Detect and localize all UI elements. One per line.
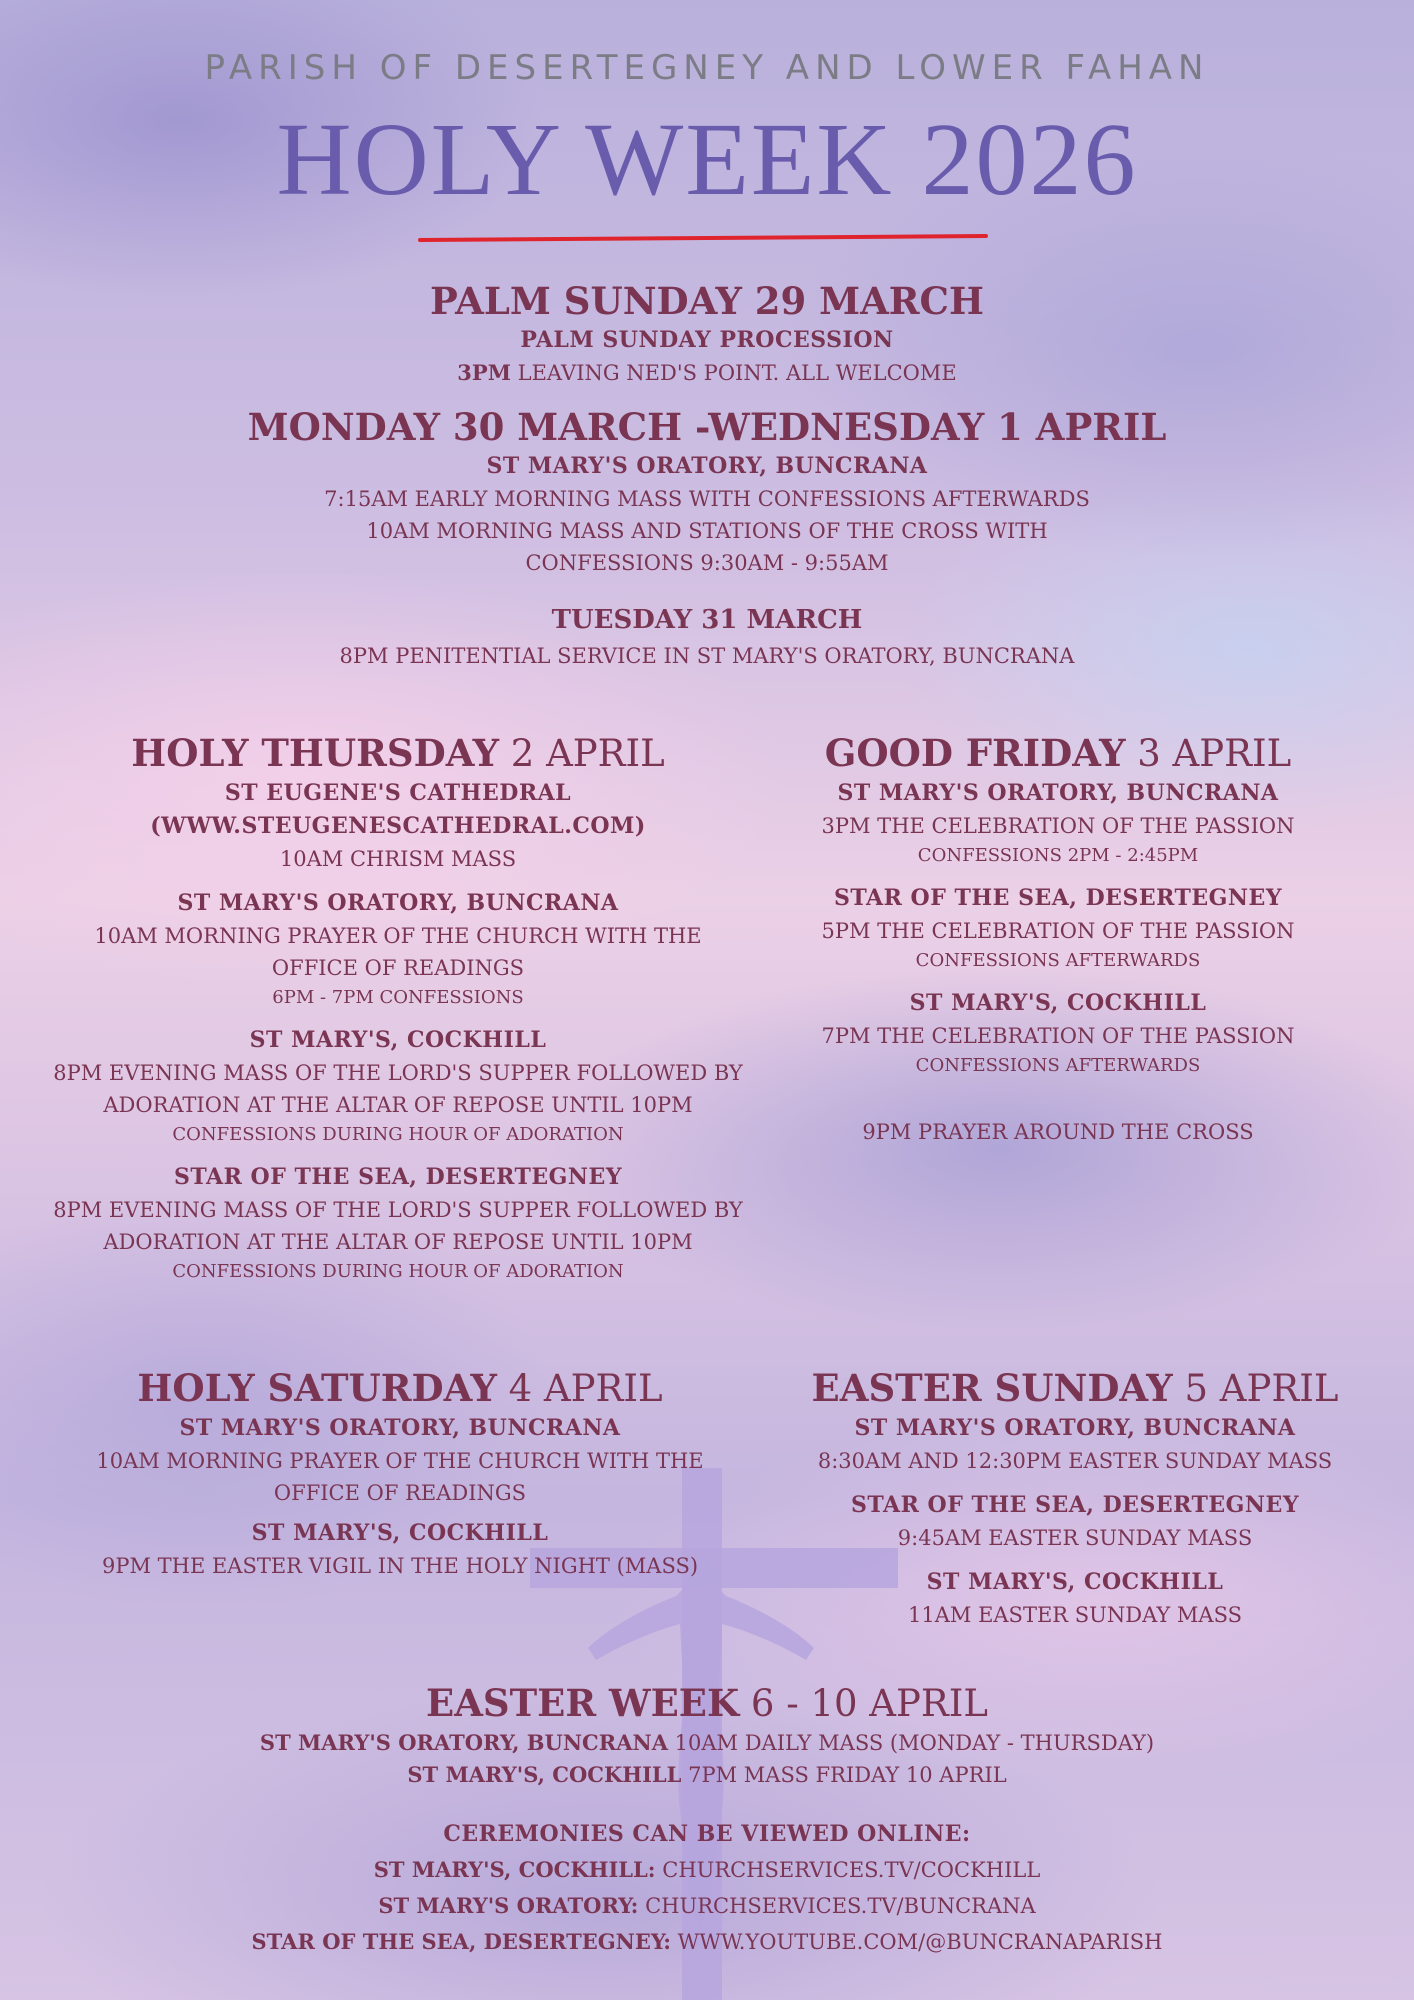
service-line: 5PM THE CELEBRATION OF THE PASSION bbox=[821, 919, 1295, 943]
venue-label: STAR OF THE SEA, DESERTEGNEY bbox=[850, 1492, 1300, 1518]
service-line: ADORATION AT THE ALTAR OF REPOSE UNTIL 10PM bbox=[103, 1093, 693, 1117]
holy-saturday-section bbox=[50, 1365, 750, 1582]
confessions-line: CONFESSIONS AFTERWARDS bbox=[915, 950, 1201, 971]
good-friday-heading: GOOD FRIDAY 3 APRIL bbox=[824, 731, 1292, 775]
tuesday-heading: TUESDAY 31 MARCH bbox=[551, 605, 863, 635]
easter-week-heading: EASTER WEEK 6 - 10 APRIL bbox=[426, 1681, 988, 1725]
venue-label: ST MARY'S ORATORY, BUNCRANA bbox=[177, 890, 619, 916]
palm-sunday-detail: 3PM LEAVING NED'S POINT. ALL WELCOME bbox=[457, 360, 957, 385]
venue-label: ST MARY'S ORATORY, BUNCRANA bbox=[837, 780, 1279, 806]
service-line: ADORATION AT THE ALTAR OF REPOSE UNTIL 10PM bbox=[103, 1230, 693, 1254]
monday-wednesday-section bbox=[0, 404, 1414, 579]
palm-sunday-heading: PALM SUNDAY 29 MARCH bbox=[430, 279, 984, 323]
easter-week-section bbox=[0, 1680, 1414, 1791]
service-line: 3PM THE CELEBRATION OF THE PASSION bbox=[821, 814, 1295, 838]
venue-label: ST MARY'S ORATORY, BUNCRANA bbox=[854, 1415, 1296, 1441]
service-line: OFFICE OF READINGS bbox=[271, 956, 525, 980]
tuesday-section bbox=[0, 600, 1414, 672]
service-line: 9PM THE EASTER VIGIL IN THE HOLY NIGHT (MASS) bbox=[101, 1554, 699, 1578]
service-line: 9:45AM EASTER SUNDAY MASS bbox=[897, 1526, 1253, 1550]
service-line: 8PM EVENING MASS OF THE LORD'S SUPPER FOLLOWED BY bbox=[53, 1198, 743, 1222]
venue-label: ST MARY'S, COCKHILL bbox=[909, 990, 1207, 1016]
tuesday-line1: 8PM PENITENTIAL SERVICE IN ST MARY'S ORATORY, BUNCRANA bbox=[339, 644, 1075, 668]
cathedral-website: (WWW.STEUGENESCATHEDRAL.COM) bbox=[150, 813, 646, 839]
service-line: 10AM MORNING PRAYER OF THE CHURCH WITH THE bbox=[96, 1449, 704, 1473]
online-line-cockhill: ST MARY'S, COCKHILL: CHURCHSERVICES.TV/COCKHILL bbox=[373, 1857, 1041, 1882]
palm-sunday-section bbox=[0, 278, 1414, 389]
service-line: 7PM THE CELEBRATION OF THE PASSION bbox=[821, 1024, 1295, 1048]
venue-label: STAR OF THE SEA, DESERTEGNEY bbox=[173, 1164, 623, 1190]
holy-saturday-heading: HOLY SATURDAY 4 APRIL bbox=[137, 1366, 663, 1410]
prayer-around-cross-line: 9PM PRAYER AROUND THE CROSS bbox=[862, 1120, 1254, 1144]
service-line: 10AM MORNING PRAYER OF THE CHURCH WITH THE bbox=[94, 924, 702, 948]
buncrana-link[interactable]: CHURCHSERVICES.TV/BUNCRANA bbox=[638, 1894, 1036, 1918]
confessions-line: CONFESSIONS DURING HOUR OF ADORATION bbox=[172, 1124, 624, 1145]
good-friday-section bbox=[778, 730, 1338, 1148]
online-line-oratory: ST MARY'S ORATORY: CHURCHSERVICES.TV/BUNCRANA bbox=[378, 1893, 1036, 1918]
monday-wednesday-line2: 10AM MORNING MASS AND STATIONS OF THE CROSS WITH bbox=[366, 519, 1048, 543]
parish-name: PARISH OF DESERTEGNEY AND LOWER FAHAN bbox=[204, 48, 1210, 88]
venue-label: ST MARY'S, COCKHILL bbox=[926, 1569, 1224, 1595]
easter-sunday-heading: EASTER SUNDAY 5 APRIL bbox=[811, 1366, 1339, 1410]
confessions-line: CONFESSIONS 2PM - 2:45PM bbox=[917, 845, 1199, 866]
service-line: 11AM EASTER SUNDAY MASS bbox=[908, 1603, 1242, 1627]
confessions-line: 6PM - 7PM CONFESSIONS bbox=[272, 987, 524, 1008]
monday-wednesday-heading: MONDAY 30 MARCH -WEDNESDAY 1 APRIL bbox=[247, 405, 1167, 449]
cockhill-link[interactable]: CHURCHSERVICES.TV/COCKHILL bbox=[655, 1858, 1041, 1882]
easter-week-line2: ST MARY'S, COCKHILL 7PM MASS FRIDAY 10 APRIL bbox=[407, 1762, 1007, 1787]
service-line: 8:30AM AND 12:30PM EASTER SUNDAY MASS bbox=[817, 1449, 1333, 1473]
monday-wednesday-venue: ST MARY'S ORATORY, BUNCRANA bbox=[486, 453, 928, 479]
monday-wednesday-line3: CONFESSIONS 9:30AM - 9:55AM bbox=[525, 551, 889, 575]
holy-thursday-heading: HOLY THURSDAY 2 APRIL bbox=[131, 731, 665, 775]
holy-thursday-section bbox=[40, 730, 756, 1286]
venue-label: ST MARY'S ORATORY, BUNCRANA bbox=[179, 1415, 621, 1441]
online-section bbox=[0, 1816, 1414, 1960]
venue-label: ST MARY'S, COCKHILL bbox=[249, 1027, 547, 1053]
confessions-line: CONFESSIONS AFTERWARDS bbox=[915, 1055, 1201, 1076]
youtube-link[interactable]: WWW.YOUTUBE.COM/@BUNCRANAPARISH bbox=[671, 1930, 1163, 1954]
easter-sunday-section bbox=[790, 1365, 1360, 1631]
service-line: OFFICE OF READINGS bbox=[273, 1481, 527, 1505]
service-line: 8PM EVENING MASS OF THE LORD'S SUPPER FOLLOWED BY bbox=[53, 1061, 743, 1085]
online-heading: CEREMONIES CAN BE VIEWED ONLINE: bbox=[443, 1821, 971, 1847]
service-line: 10AM CHRISM MASS bbox=[279, 847, 517, 871]
easter-week-line1: ST MARY'S ORATORY, BUNCRANA 10AM DAILY MASS (MONDAY - THURSDAY) bbox=[259, 1730, 1155, 1755]
venue-label: ST MARY'S, COCKHILL bbox=[251, 1520, 549, 1546]
online-line-desertegney: STAR OF THE SEA, DESERTEGNEY: WWW.YOUTUBE.COM/@BUNCRANAPARISH bbox=[251, 1929, 1163, 1954]
venue-label: STAR OF THE SEA, DESERTEGNEY bbox=[833, 885, 1283, 911]
monday-wednesday-line1: 7:15AM EARLY MORNING MASS WITH CONFESSIONS AFTERWARDS bbox=[324, 487, 1090, 511]
palm-sunday-subheading: PALM SUNDAY PROCESSION bbox=[520, 327, 894, 353]
confessions-line: CONFESSIONS DURING HOUR OF ADORATION bbox=[172, 1261, 624, 1282]
page-title: HOLY WEEK 2026 bbox=[276, 102, 1138, 217]
venue-label: ST EUGENE'S CATHEDRAL bbox=[224, 780, 572, 806]
